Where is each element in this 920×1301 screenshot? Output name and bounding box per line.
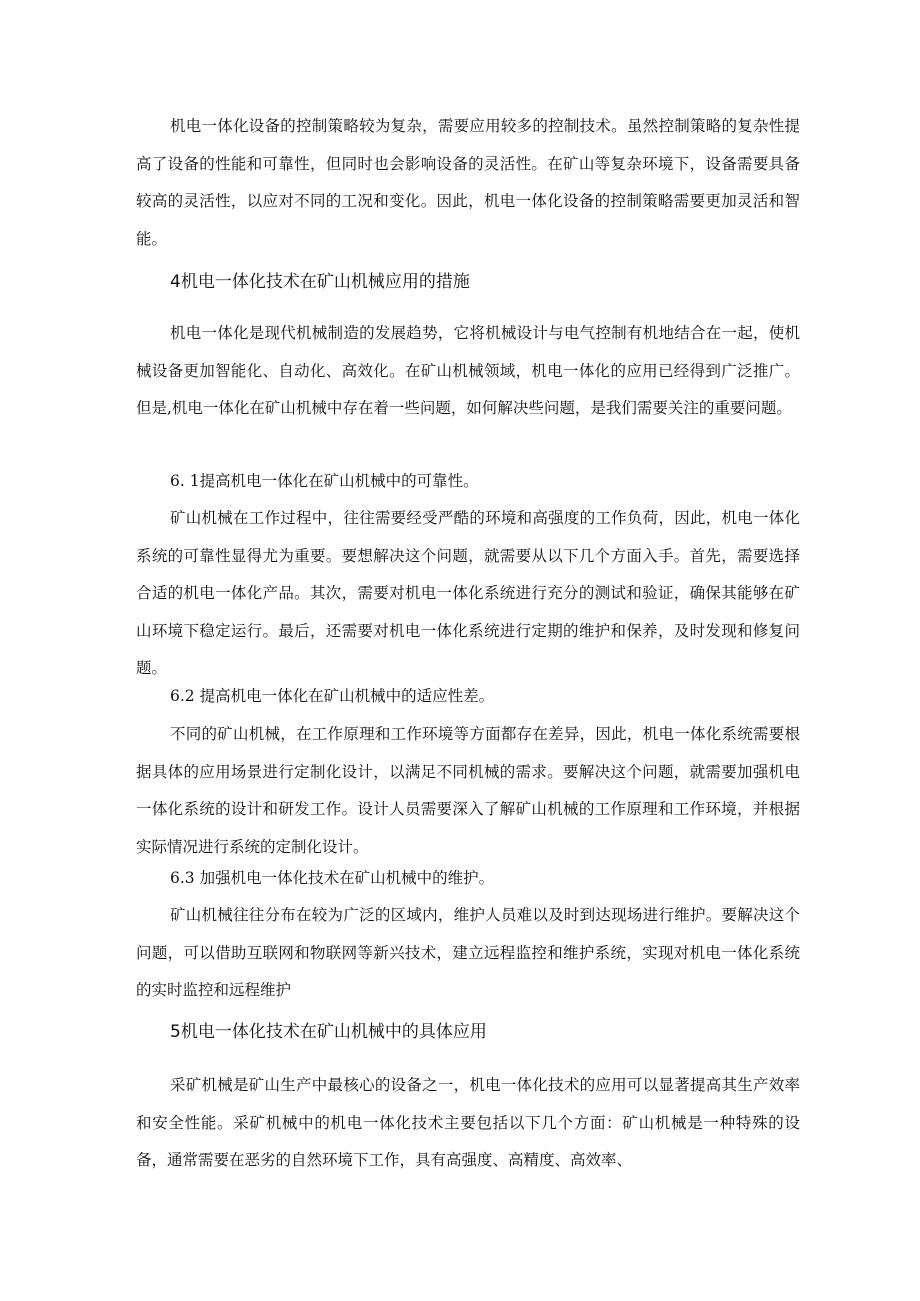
paragraph-mining-application: 采矿机械是矿山生产中最核心的设备之一，机电一体化技术的应用可以显著提高其生产效率和安全性能。采矿机械中的机电一体化技术主要包括以下几个方面：矿山机械是一种特殊的设备，通常需要在恶劣的自然环境下工作，具有高强度、高精度、高效率、 bbox=[136, 1076, 800, 1169]
paragraph-adaptability: 不同的矿山机械，在工作原理和工作环境等方面都存在差异，因此，机电一体化系统需要根据具体的应用场景进行定制化设计，以满足不同机械的需求。要解决这个问题，就需要加强机电一体化系统的设计和研发工作。设计人员需要深入了解矿山机械的工作原理和工作环境，并根据实际情况进行系统的定制化设计。 bbox=[136, 725, 800, 856]
paragraph-reliability: 矿山机械在工作过程中，往往需要经受严酷的环境和高强度的工作负荷，因此，机电一体化系统的可靠性显得尤为重要。要想解决这个问题，就需要从以下几个方面入手。首先，需要选择合适的机电一体化产品。其次，需要对机电一体化系统进行充分的测试和验证，确保其能够在矿山环境下稳定运行。最后，还需要对机电一体化系统进行定期的维护和保养，及时发现和修复问题。 bbox=[136, 509, 800, 677]
subheading-6-3: 6.3 加强机电一体化技术在矿山机械中的维护。 bbox=[170, 869, 495, 887]
subheading-6-1: 6. 1提高机电一体化在矿山机械中的可靠性。 bbox=[170, 472, 479, 490]
paragraph-control-strategy: 机电一体化设备的控制策略较为复杂，需要应用较多的控制技术。虽然控制策略的复杂性提高了设备的性能和可靠性，但同时也会影响设备的灵活性。在矿山等复杂环境下，设备需要具备较高的灵活性，以应对不同的工况和变化。因此，机电一体化设备的控制策略需要更加灵活和智能。 bbox=[136, 117, 800, 248]
paragraph-maintenance: 矿山机械往往分布在较为广泛的区域内，维护人员难以及时到达现场进行维护。要解决这个问题，可以借助互联网和物联网等新兴技术，建立远程监控和维护系统，实现对机电一体化系统的实时监控和远程维护 bbox=[136, 906, 800, 999]
paragraph-mechatronics-trend: 机电一体化是现代机械制造的发展趋势，它将机械设计与电气控制有机地结合在一起，使机械设备更加智能化、自动化、高效化。在矿山机械领域，机电一体化的应用已经得到广泛推广。但是,机电一体化在矿山机械中存在着一些问题，如何解决些问题，是我们需要关注的重要问题。 bbox=[136, 324, 800, 417]
subheading-6-2: 6.2 提高机电一体化在矿山机械中的适应性差。 bbox=[170, 687, 495, 705]
section-heading-4: 4机电一体化技术在矿山机械应用的措施 bbox=[170, 272, 470, 292]
section-heading-5: 5机电一体化技术在矿山机械中的具体应用 bbox=[170, 1022, 487, 1042]
